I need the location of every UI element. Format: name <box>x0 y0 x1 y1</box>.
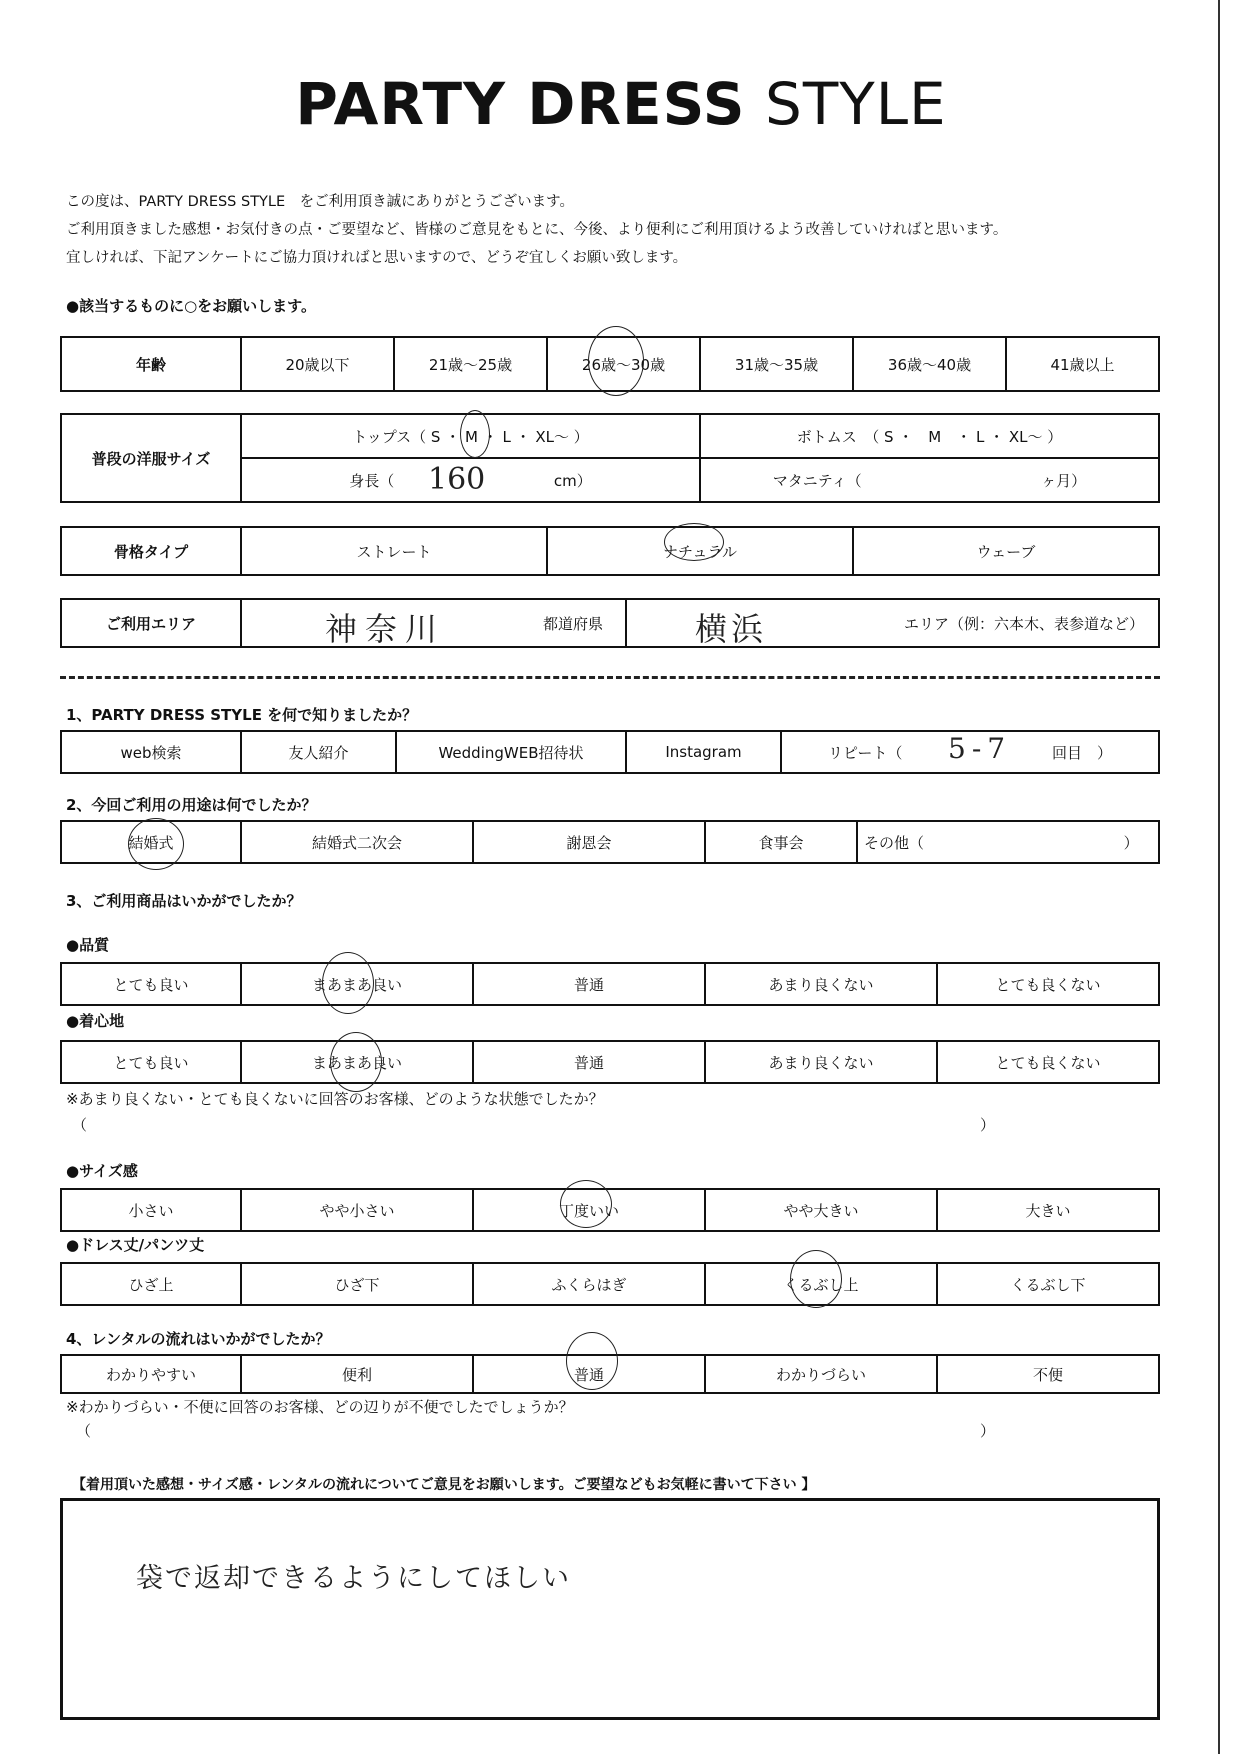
page-title <box>0 70 1242 138</box>
q2-option[interactable]: 謝恩会 <box>473 821 705 863</box>
age-option[interactable]: 31歳～35歳 <box>700 337 853 391</box>
q1-option[interactable]: Instagram <box>626 731 781 773</box>
maternity-prefix: マタニティ（ <box>772 471 862 490</box>
length-option[interactable]: くるぶし上 <box>705 1263 937 1305</box>
size-table <box>60 413 1160 503</box>
title-light: STYLE <box>765 70 947 138</box>
length-option[interactable]: くるぶし下 <box>937 1263 1159 1305</box>
intro-line-3: 宜しければ、下記アンケートにご協力頂ければと思いますので、どうぞ宜しくお願い致します。 <box>66 250 688 266</box>
comfort-paren-open: （ <box>72 1116 88 1134</box>
selection-circle <box>790 1250 842 1308</box>
comfort-option[interactable]: まあまあ良い <box>241 1041 473 1083</box>
comfort-option[interactable]: 普通 <box>473 1041 705 1083</box>
comment-title: 【着用頂いた感想・サイズ感・レンタルの流れについてご意見をお願いします。ご要望などもお気軽に書いて下さい 】 <box>72 1477 816 1493</box>
selection-circle <box>322 952 374 1014</box>
q1-option[interactable]: WeddingWEB招待状 <box>396 731 626 773</box>
quality-option[interactable]: 普通 <box>473 963 705 1005</box>
q4-option[interactable]: わかりやすい <box>61 1355 241 1393</box>
age-option[interactable]: 21歳～25歳 <box>394 337 547 391</box>
q1-option[interactable]: web検索 <box>61 731 241 773</box>
size-feel-option[interactable]: 大きい <box>937 1189 1159 1231</box>
selection-circle <box>664 523 724 561</box>
q2-table <box>60 820 1160 864</box>
length-label: ●ドレス丈/パンツ丈 <box>66 1236 205 1254</box>
comment-box[interactable] <box>60 1498 1160 1720</box>
quality-table <box>60 962 1160 1006</box>
q4-option[interactable]: 便利 <box>241 1355 473 1393</box>
area-handwritten: 横浜 <box>695 610 768 648</box>
prefecture-handwritten: 神奈川 <box>325 610 446 648</box>
body-type-table <box>60 526 1160 576</box>
size-feel-label: ●サイズ感 <box>66 1162 138 1180</box>
comment-handwritten: 袋で返却できるようにしてほしい <box>136 1563 571 1594</box>
intro-line-1: この度は、PARTY DRESS STYLE をご利用頂き誠にありがとうございます。 <box>66 194 574 210</box>
height-prefix: 身長（ <box>349 471 395 490</box>
prefecture-suffix: 都道府県 <box>542 614 603 633</box>
tops-size[interactable]: トップス（ S ・ M ・ L ・ XL～ ） <box>241 414 700 458</box>
maternity-field[interactable] <box>700 458 1159 502</box>
body-type-option[interactable]: ウェーブ <box>853 527 1159 575</box>
size-feel-option[interactable]: やや小さい <box>241 1189 473 1231</box>
maternity-suffix: ヶ月） <box>1041 471 1087 490</box>
q4-title: 4、レンタルの流れはいかがでしたか？ <box>66 1330 331 1348</box>
height-suffix: cm） <box>553 471 592 490</box>
comfort-option[interactable]: あまり良くない <box>705 1041 937 1083</box>
area-table <box>60 598 1160 648</box>
q1-option[interactable]: 友人紹介 <box>241 731 396 773</box>
quality-option[interactable]: とても良くない <box>937 963 1159 1005</box>
other-field[interactable] <box>857 821 1159 863</box>
q4-paren-close: ） <box>980 1422 996 1440</box>
selection-circle <box>460 410 490 458</box>
age-option[interactable]: 20歳以下 <box>241 337 394 391</box>
length-table <box>60 1262 1160 1306</box>
body-type-option[interactable]: ストレート <box>241 527 547 575</box>
size-feel-option[interactable]: 小さい <box>61 1189 241 1231</box>
quality-option[interactable]: まあまあ良い <box>241 963 473 1005</box>
bottoms-size[interactable]: ボトムス （ S ・ M ・ L ・ XL～ ） <box>700 414 1159 458</box>
comfort-table <box>60 1040 1160 1084</box>
q4-option[interactable]: 不便 <box>937 1355 1159 1393</box>
title-bold: PARTY DRESS <box>295 70 746 138</box>
intro-text <box>66 188 1007 272</box>
age-option[interactable]: 26歳～30歳 <box>547 337 700 391</box>
height-handwritten: 160 <box>428 462 486 497</box>
length-option[interactable]: ひざ下 <box>241 1263 473 1305</box>
quality-option[interactable]: とても良い <box>61 963 241 1005</box>
other-close: ） <box>1123 833 1139 852</box>
area-suffix: エリア（例：六本木、表参道など） <box>903 614 1144 633</box>
area-label: ご利用エリア <box>61 599 241 647</box>
selection-circle <box>330 1032 382 1092</box>
body-type-option[interactable]: ナチュラル <box>547 527 853 575</box>
instruction: ●該当するものに○をお願いします。 <box>66 297 316 315</box>
comfort-option[interactable]: とても良い <box>61 1041 241 1083</box>
comfort-note: ※あまり良くない・とても良くないに回答のお客様、どのような状態でしたか？ <box>66 1090 604 1108</box>
q4-option[interactable]: 普通 <box>473 1355 705 1393</box>
comfort-option[interactable]: とても良くない <box>937 1041 1159 1083</box>
q2-option[interactable]: 食事会 <box>705 821 857 863</box>
selection-circle <box>128 818 184 870</box>
age-option[interactable]: 36歳～40歳 <box>853 337 1006 391</box>
other-prefix: その他（ <box>864 833 925 852</box>
q4-note: ※わかりづらい・不便に回答のお客様、どの辺りが不便でしたでしょうか？ <box>66 1398 574 1416</box>
size-feel-option[interactable]: 丁度いい <box>473 1189 705 1231</box>
quality-label: ●品質 <box>66 936 110 954</box>
repeat-handwritten: 5-7 <box>948 732 1012 765</box>
q4-paren-open: （ <box>76 1422 92 1440</box>
selection-circle <box>560 1180 612 1228</box>
age-option[interactable]: 41歳以上 <box>1006 337 1159 391</box>
q2-option[interactable]: 結婚式二次会 <box>241 821 473 863</box>
comfort-label: ●着心地 <box>66 1012 125 1030</box>
q1-title: 1、PARTY DRESS STYLE を何で知りましたか？ <box>66 706 418 724</box>
size-feel-option[interactable]: やや大きい <box>705 1189 937 1231</box>
q4-option[interactable]: わかりづらい <box>705 1355 937 1393</box>
length-option[interactable]: ふくらはぎ <box>473 1263 705 1305</box>
comfort-paren-close: ） <box>980 1116 996 1134</box>
selection-circle <box>588 326 644 396</box>
dashed-divider <box>60 676 1160 679</box>
repeat-prefix: リピート（ <box>828 743 903 762</box>
intro-line-2: ご利用頂きました感想・お気付きの点・ご要望など、皆様のご意見をもとに、今後、より便利にご利用頂けるよう改善していければと思います。 <box>66 222 1008 238</box>
repeat-suffix: 回目 ） <box>1051 743 1112 762</box>
q3-title: 3、ご利用商品はいかがでしたか？ <box>66 892 302 910</box>
quality-option[interactable]: あまり良くない <box>705 963 937 1005</box>
age-label: 年齢 <box>61 337 241 391</box>
selection-circle <box>566 1332 618 1390</box>
body-type-label: 骨格タイプ <box>61 527 241 575</box>
q2-title: 2、今回ご利用の用途は何でしたか？ <box>66 796 317 814</box>
length-option[interactable]: ひざ上 <box>61 1263 241 1305</box>
size-label: 普段の洋服サイズ <box>61 414 241 502</box>
q2-option[interactable]: 結婚式 <box>61 821 241 863</box>
page-edge-line <box>1218 0 1220 1754</box>
